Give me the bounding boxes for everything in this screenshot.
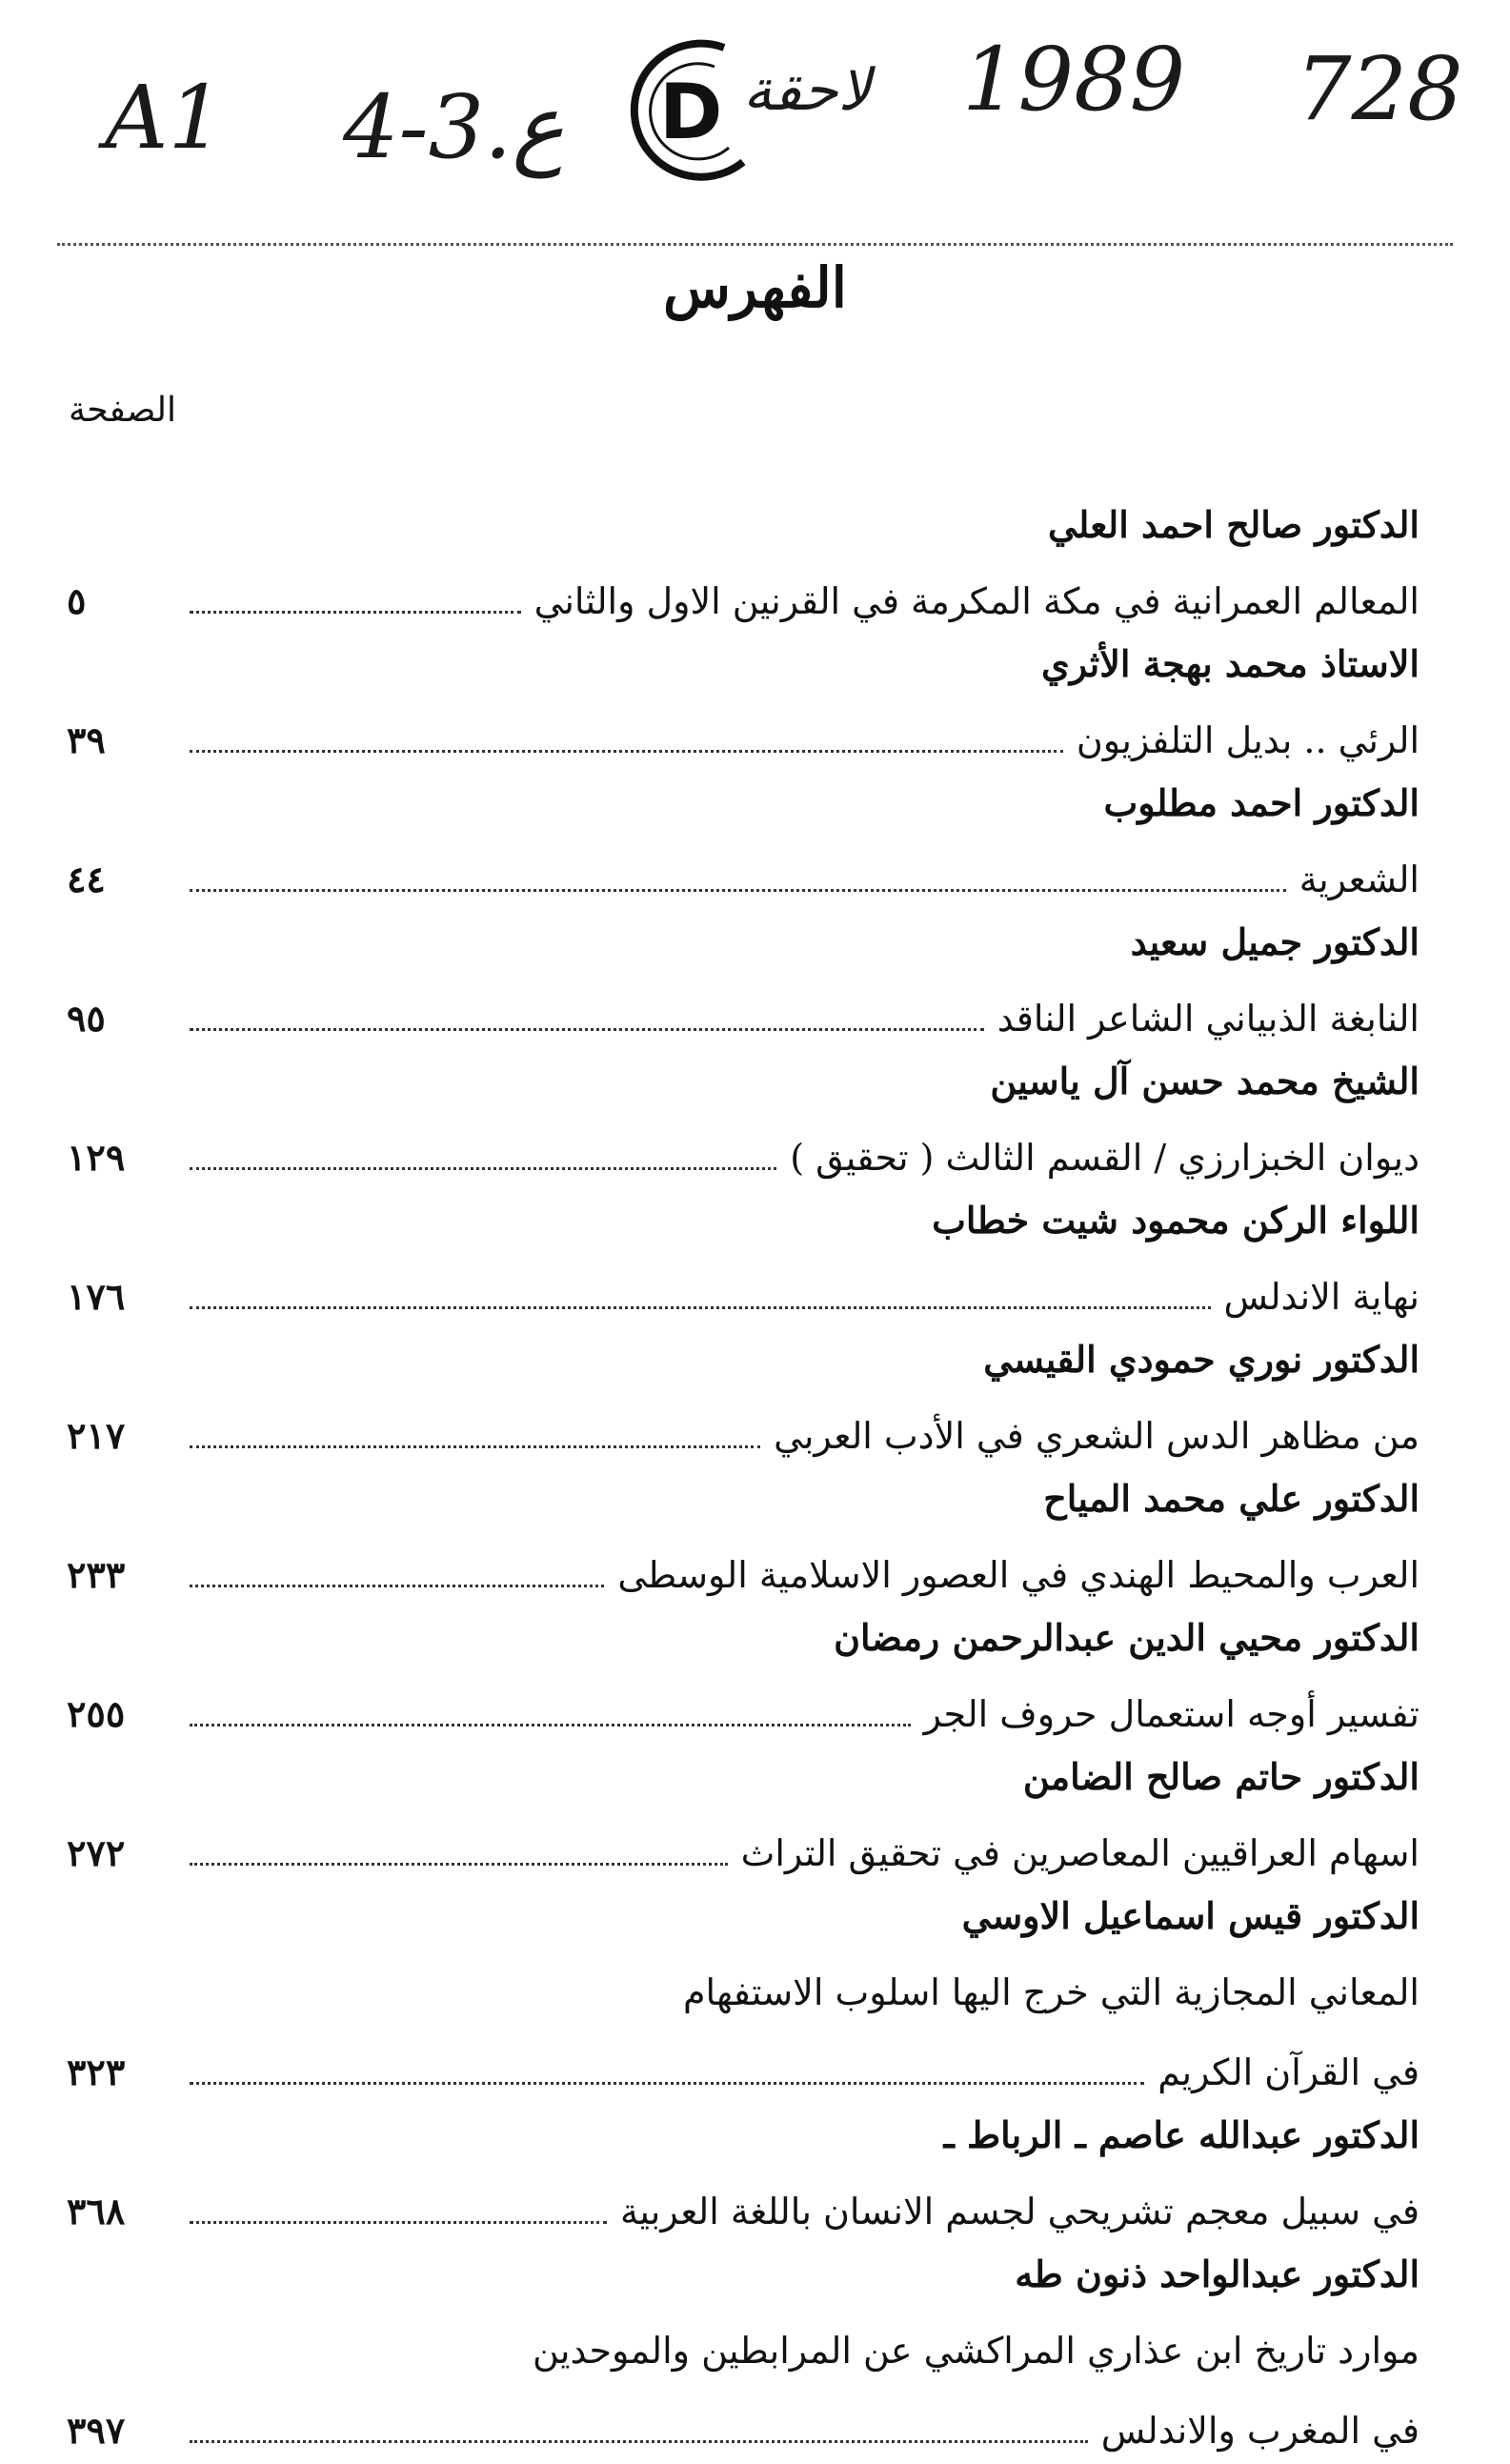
stamp-letter: D	[659, 68, 723, 156]
leader-dots	[190, 2081, 1144, 2085]
page-column-label: الصفحة	[69, 391, 176, 430]
toc-entry	[67, 1887, 1419, 2106]
leader-dots	[190, 1862, 728, 1866]
leader-dots	[190, 2220, 607, 2224]
library-stamp	[610, 29, 762, 194]
entry-page: ٢٧٢	[67, 1831, 126, 1874]
entry-author: الدكتور صالح احمد العلي	[1048, 503, 1419, 546]
entry-line	[67, 1124, 1419, 1191]
entry-title: تفسير أوجه استعمال حروف الجر	[923, 1693, 1419, 1735]
entry-title-line1: موارد تاريخ ابن عذاري المراكشي عن المرابطين والموحدين	[533, 2330, 1419, 2372]
entry-page: ٩٥	[67, 997, 106, 1040]
toc-entry	[67, 635, 1419, 774]
entry-title: الرئي .. بديل التلفزيون	[1076, 719, 1419, 761]
toc-entry	[67, 913, 1419, 1052]
entry-line	[67, 2397, 1419, 2464]
entry-author: الدكتور عبدالله عاصم ـ الرباط ـ	[943, 2113, 1419, 2156]
toc-entry	[67, 1052, 1419, 1191]
entry-author: الدكتور محيي الدين عبدالرحمن رمضان	[834, 1616, 1419, 1659]
entry-page: ٣٦٨	[67, 2190, 126, 2232]
leader-dots	[190, 1584, 604, 1587]
leader-dots	[190, 1723, 911, 1727]
leader-dots	[190, 888, 1286, 892]
toc-entry	[67, 495, 1419, 635]
entry-author: الاستاذ محمد بهجة الأثري	[1040, 642, 1419, 685]
entry-title: في القرآن الكريم	[1158, 2051, 1419, 2093]
entry-line	[67, 1542, 1419, 1608]
entry-title: في المغرب والاندلس	[1100, 2410, 1419, 2452]
toc-entry	[67, 1191, 1419, 1330]
entry-line	[67, 2178, 1419, 2245]
entry-author: الدكتور حاتم صالح الضامن	[1022, 1755, 1419, 1798]
handwritten-code: A1	[105, 67, 224, 169]
entry-line	[67, 1263, 1419, 1330]
toc-entry	[67, 1608, 1419, 1747]
entry-line	[67, 846, 1419, 913]
entry-author: الدكتور عبدالواحد ذنون طه	[1015, 2252, 1419, 2295]
entry-page: ٢١٧	[67, 1414, 126, 1457]
handwritten-note: لاحقة	[743, 57, 871, 124]
entry-page: ٣٩	[67, 718, 106, 761]
entry-author: الدكتور احمد مطلوب	[1103, 781, 1419, 824]
entry-title: العرب والمحيط الهندي في العصور الاسلامية الوسطى	[617, 1554, 1419, 1596]
toc-entry	[67, 1469, 1419, 1608]
entry-page: ٤٤	[67, 858, 106, 900]
entry-page: ٣٢٣	[67, 2050, 126, 2093]
entry-title: في سبيل معجم تشريحي لجسم الانسان باللغة العربية	[619, 2191, 1419, 2232]
entry-page: ٥	[67, 579, 87, 622]
entry-author: الدكتور قيس اسماعيل الاوسي	[961, 1894, 1419, 1937]
toc-entry	[67, 774, 1419, 913]
leader-dots	[190, 749, 1063, 753]
entry-page: ١٢٩	[67, 1136, 126, 1179]
leader-dots	[190, 1166, 776, 1170]
handwritten-number: 728	[1296, 38, 1463, 140]
entry-author: الدكتور جميل سعيد	[1130, 920, 1419, 963]
entry-title: الشعرية	[1299, 858, 1419, 900]
toc-entry	[67, 1330, 1419, 1469]
entry-title: المعالم العمرانية في مكة المكرمة في القرنين الاول والثاني	[534, 580, 1419, 622]
entry-author: اللواء الركن محمود شيت خطاب	[932, 1199, 1419, 1242]
entry-page: ٣٩٧	[67, 2409, 126, 2452]
entry-title: نهاية الاندلس	[1223, 1276, 1419, 1318]
entry-page: ٢٣٣	[67, 1553, 126, 1596]
entry-title: اسهام العراقيين المعاصرين في تحقيق التراث	[740, 1832, 1419, 1874]
toc-entry	[67, 1747, 1419, 1887]
entry-line	[67, 568, 1419, 635]
entry-title: ديوان الخبزارزي / القسم الثالث ( تحقيق )	[790, 1137, 1419, 1179]
entry-line	[67, 2039, 1419, 2106]
leader-dots	[190, 1027, 984, 1031]
handwritten-shelfmark: 4-3.ع	[343, 76, 565, 178]
entry-title: النابغة الذبياني الشاعر الناقد	[997, 998, 1419, 1040]
page-title: الفهرس	[663, 255, 847, 320]
leader-dots	[190, 2439, 1088, 2443]
entry-line	[67, 1403, 1419, 1469]
table-of-contents	[67, 495, 1419, 2464]
toc-entry	[67, 2106, 1419, 2245]
entry-line	[67, 707, 1419, 774]
leader-dots	[190, 1305, 1211, 1309]
entry-page: ١٧٦	[67, 1275, 126, 1318]
entry-line	[67, 985, 1419, 1052]
leader-dots	[190, 610, 521, 614]
header-divider	[57, 243, 1453, 246]
entry-line	[67, 1820, 1419, 1887]
entry-author: الشيخ محمد حسن آل ياسين	[990, 1060, 1419, 1102]
entry-author: الدكتور علي محمد المياح	[1043, 1477, 1419, 1520]
entry-author: الدكتور نوري حمودي القيسي	[983, 1338, 1419, 1381]
entry-title-line1: المعاني المجازية التي خرج اليها اسلوب الاستفهام	[683, 1971, 1419, 2013]
entry-page: ٢٥٥	[67, 1692, 126, 1735]
entry-title: من مظاهر الدس الشعري في الأدب العربي	[774, 1415, 1419, 1457]
leader-dots	[190, 1444, 760, 1448]
handwritten-year: 1989	[962, 29, 1186, 131]
entry-line	[67, 1681, 1419, 1747]
toc-entry	[67, 2245, 1419, 2464]
